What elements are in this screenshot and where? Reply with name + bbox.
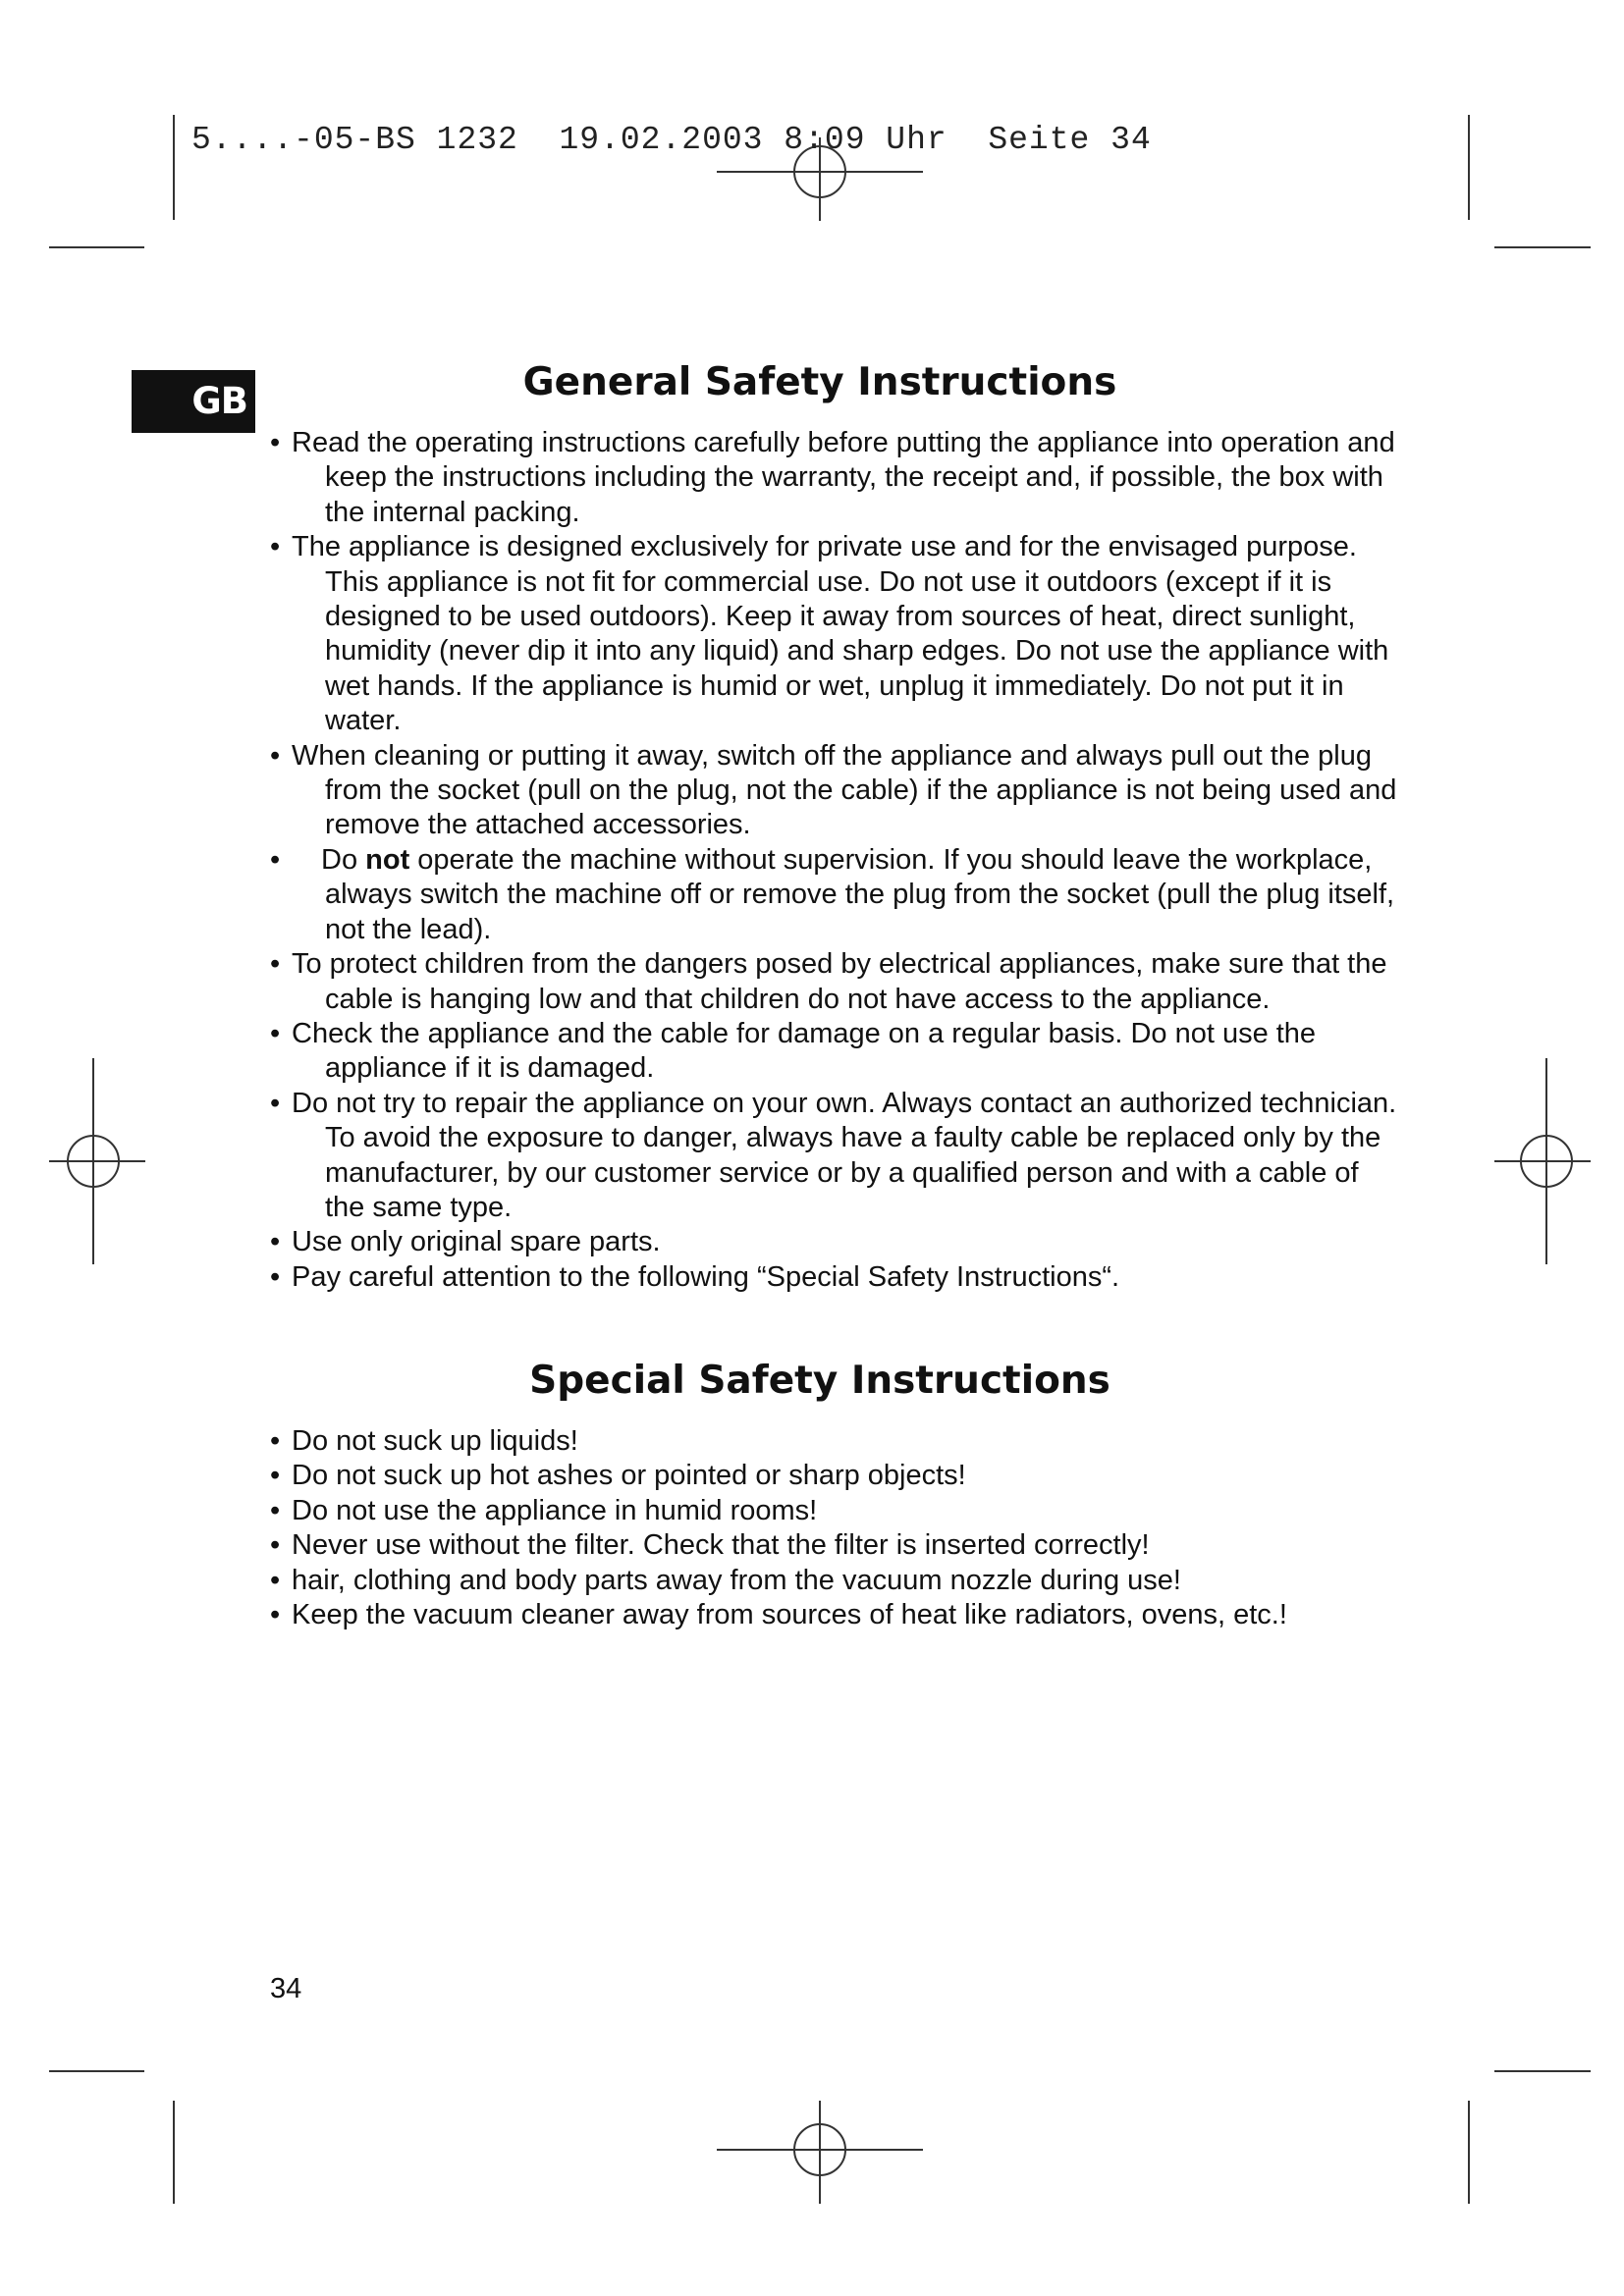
- registration-mark-right: [1494, 1058, 1591, 1264]
- list-item-text: Do not try to repair the appliance on your own. Always contact an authorized technician. To avoid the exposure to danger, always have a faulty cable be replaced only by the manufacturer, by our customer service or by a qualified person and with a cable of the same type.: [292, 1087, 1397, 1223]
- special-safety-list: [270, 1424, 1399, 1632]
- bullet-icon: •: [270, 1260, 281, 1293]
- list-item-text: Do not use the appliance in humid rooms!: [292, 1494, 818, 1526]
- list-item: [270, 530, 1399, 738]
- list-item: [270, 1564, 1399, 1598]
- list-item: [270, 1494, 1399, 1528]
- list-item: [270, 1528, 1399, 1563]
- bullet-icon: •: [270, 1017, 281, 1049]
- bullet-icon: •: [270, 1425, 281, 1457]
- list-item-text: Do not suck up hot ashes or pointed or sharp objects!: [292, 1460, 966, 1492]
- list-item-text: Check the appliance and the cable for damage on a regular basis. Do not use the appliance if it is damaged.: [292, 1017, 1317, 1085]
- bullet-icon: •: [270, 1494, 281, 1526]
- list-item-emphasis: not: [365, 843, 410, 876]
- list-item-text-end: operate the machine without supervision. If you should leave the workplace, always switch the machine off or remove the plug from the socket (pull the plug itself, not the lead).: [325, 843, 1395, 945]
- bullet-icon: •: [270, 1460, 281, 1492]
- bullet-icon: •: [270, 739, 281, 772]
- list-item-text: Keep the vacuum cleaner away from sources of heat like radiators, ovens, etc.!: [292, 1599, 1287, 1631]
- list-item: [270, 1459, 1399, 1493]
- bullet-icon: •: [270, 531, 281, 563]
- list-item: [270, 1260, 1399, 1295]
- general-safety-heading: General Safety Instructions: [522, 360, 1117, 404]
- bullet-icon: •: [270, 1087, 281, 1119]
- list-item-text: Read the operating instructions carefully before putting the appliance into operation and keep the instructions including the warranty, the receipt and, if possible, the box with the internal packing.: [292, 427, 1395, 528]
- list-item: [270, 1087, 1399, 1226]
- registration-mark-bottom: [717, 2101, 923, 2204]
- list-item: [270, 1017, 1399, 1087]
- general-safety-list: [270, 426, 1399, 1295]
- list-item-text-start: Do: [321, 843, 366, 876]
- list-item: [270, 426, 1399, 530]
- bullet-icon: •: [270, 843, 281, 876]
- bullet-icon: •: [270, 1564, 281, 1596]
- bullet-icon: •: [270, 427, 281, 458]
- list-item: [270, 843, 1399, 947]
- bullet-icon: •: [270, 1529, 281, 1562]
- language-badge: GB: [132, 370, 255, 433]
- bullet-icon: •: [270, 948, 281, 981]
- list-item-text: The appliance is designed exclusively for private use and for the envisaged purpose. This appliance is not fit for commercial use. Do not use it outdoors (except if it is designed to be used outdoors). Keep it away from sources of heat, direct sunlight, humidity (never dip it into any liquid) and sharp edges. Do not use the appliance with wet hands. If the appliance is humid or wet, unplug it immediately. Do not put it in water.: [292, 531, 1389, 737]
- bullet-icon: •: [270, 1226, 281, 1258]
- special-safety-heading: Special Safety Instructions: [529, 1359, 1110, 1403]
- list-item: [270, 947, 1399, 1017]
- list-item-text: When cleaning or putting it away, switch off the appliance and always pull out the plug from the socket (pull on the plug, not the cable) if the appliance is not being used and remove the attached accessories.: [292, 739, 1397, 841]
- list-item-text: To protect children from the dangers posed by electrical appliances, make sure that the cable is hanging low and that children do not have access to the appliance.: [292, 948, 1387, 1015]
- page-number: 34: [270, 1973, 302, 2004]
- list-item-text: hair, clothing and body parts away from the vacuum nozzle during use!: [292, 1564, 1181, 1596]
- bullet-icon: •: [270, 1599, 281, 1631]
- list-item-text: Use only original spare parts.: [292, 1226, 661, 1258]
- print-slug: 5....-05-BS 1232 19.02.2003 8:09 Uhr Seite 34: [191, 122, 1152, 158]
- registration-mark-left: [49, 1058, 145, 1264]
- list-item: [270, 739, 1399, 843]
- list-item-text: Never use without the filter. Check that the filter is inserted correctly!: [292, 1529, 1150, 1562]
- list-item: [270, 1225, 1399, 1259]
- list-item-text: Pay careful attention to the following “Special Safety Instructions“.: [292, 1260, 1120, 1293]
- list-item: [270, 1424, 1399, 1459]
- list-item-text: Do not suck up liquids!: [292, 1425, 578, 1457]
- list-item: [270, 1598, 1399, 1632]
